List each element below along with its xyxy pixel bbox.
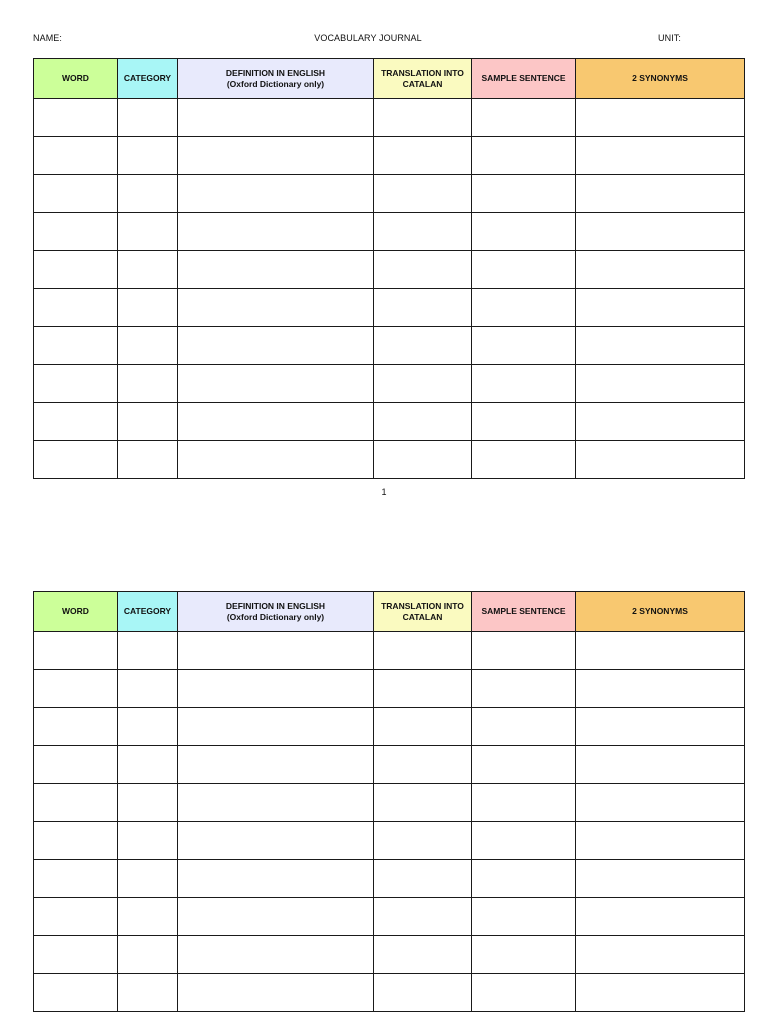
cell-translation[interactable] — [374, 137, 472, 175]
cell-word[interactable] — [34, 403, 118, 441]
cell-definition[interactable] — [178, 365, 374, 403]
table-row — [34, 99, 745, 137]
cell-category[interactable] — [118, 137, 178, 175]
column-header-label: CATEGORY — [123, 606, 172, 616]
table-row — [34, 365, 745, 403]
cell-definition[interactable] — [178, 746, 374, 784]
cell-word[interactable] — [34, 822, 118, 860]
cell-definition[interactable] — [178, 441, 374, 479]
cell-sentence[interactable] — [472, 974, 576, 1012]
cell-synonyms[interactable] — [576, 936, 745, 974]
column-header-label: WORD — [62, 606, 89, 616]
table-row — [34, 822, 745, 860]
cell-synonyms[interactable] — [576, 898, 745, 936]
column-header-label: TRANSLATION INTO — [381, 600, 464, 611]
table-row — [34, 441, 745, 479]
table-header-row — [34, 592, 745, 632]
cell-synonyms[interactable] — [576, 327, 745, 365]
cell-category[interactable] — [118, 175, 178, 213]
cell-category[interactable] — [118, 974, 178, 1012]
cell-synonyms[interactable] — [576, 746, 745, 784]
cell-definition[interactable] — [178, 327, 374, 365]
cell-word[interactable] — [34, 746, 118, 784]
cell-category[interactable] — [118, 746, 178, 784]
column-header-definition — [178, 59, 374, 99]
cell-synonyms[interactable] — [576, 708, 745, 746]
cell-word[interactable] — [34, 708, 118, 746]
cell-word[interactable] — [34, 99, 118, 137]
column-header-sublabel: CATALAN — [402, 78, 443, 89]
column-header-sentence — [472, 59, 576, 99]
cell-word[interactable] — [34, 289, 118, 327]
cell-synonyms[interactable] — [576, 974, 745, 1012]
cell-category[interactable] — [118, 632, 178, 670]
cell-synonyms[interactable] — [576, 251, 745, 289]
column-header-sentence — [472, 592, 576, 632]
name-label: NAME: — [33, 33, 63, 43]
cell-category[interactable] — [118, 670, 178, 708]
table-row — [34, 974, 745, 1012]
column-header-word — [34, 59, 118, 99]
cell-translation[interactable] — [374, 784, 472, 822]
cell-sentence[interactable] — [472, 99, 576, 137]
column-header-synonyms — [576, 59, 745, 99]
cell-translation[interactable] — [374, 213, 472, 251]
cell-sentence[interactable] — [472, 632, 576, 670]
column-header-sublabel: CATALAN — [402, 611, 443, 622]
cell-word[interactable] — [34, 327, 118, 365]
cell-translation[interactable] — [374, 936, 472, 974]
cell-definition[interactable] — [178, 670, 374, 708]
cell-translation[interactable] — [374, 822, 472, 860]
table-row — [34, 213, 745, 251]
cell-sentence[interactable] — [472, 251, 576, 289]
column-header-category — [118, 59, 178, 99]
cell-sentence[interactable] — [472, 327, 576, 365]
cell-category[interactable] — [118, 99, 178, 137]
cell-category[interactable] — [118, 213, 178, 251]
cell-category[interactable] — [118, 403, 178, 441]
cell-sentence[interactable] — [472, 708, 576, 746]
cell-translation[interactable] — [374, 289, 472, 327]
cell-sentence[interactable] — [472, 822, 576, 860]
page-number: 1 — [381, 487, 387, 497]
column-header-translation — [374, 59, 472, 99]
cell-definition[interactable] — [178, 708, 374, 746]
unit-label: UNIT: — [658, 33, 681, 43]
table-row — [34, 403, 745, 441]
cell-translation[interactable] — [374, 175, 472, 213]
cell-translation[interactable] — [374, 251, 472, 289]
cell-category[interactable] — [118, 327, 178, 365]
cell-definition[interactable] — [178, 99, 374, 137]
table-row — [34, 784, 745, 822]
table-row — [34, 327, 745, 365]
cell-translation[interactable] — [374, 632, 472, 670]
table-row — [34, 860, 745, 898]
cell-definition[interactable] — [178, 822, 374, 860]
cell-word[interactable] — [34, 213, 118, 251]
cell-translation[interactable] — [374, 365, 472, 403]
cell-translation[interactable] — [374, 99, 472, 137]
cell-category[interactable] — [118, 860, 178, 898]
cell-definition[interactable] — [178, 860, 374, 898]
cell-translation[interactable] — [374, 746, 472, 784]
table-row — [34, 936, 745, 974]
cell-definition[interactable] — [178, 251, 374, 289]
cell-translation[interactable] — [374, 898, 472, 936]
cell-synonyms[interactable] — [576, 137, 745, 175]
table-row — [34, 251, 745, 289]
table-row — [34, 670, 745, 708]
cell-definition[interactable] — [178, 289, 374, 327]
cell-word[interactable] — [34, 670, 118, 708]
cell-synonyms[interactable] — [576, 175, 745, 213]
cell-sentence[interactable] — [472, 898, 576, 936]
column-header-label: DEFINITION IN ENGLISH — [225, 600, 326, 611]
cell-word[interactable] — [34, 974, 118, 1012]
cell-word[interactable] — [34, 137, 118, 175]
column-header-label: 2 SYNONYMS — [632, 73, 688, 83]
cell-sentence[interactable] — [472, 746, 576, 784]
cell-definition[interactable] — [178, 137, 374, 175]
column-header-category — [118, 592, 178, 632]
table-row — [34, 708, 745, 746]
column-header-synonyms — [576, 592, 745, 632]
cell-definition[interactable] — [178, 898, 374, 936]
column-header-label: SAMPLE SENTENCE — [481, 606, 566, 616]
cell-category[interactable] — [118, 441, 178, 479]
cell-category[interactable] — [118, 936, 178, 974]
cell-category[interactable] — [118, 289, 178, 327]
cell-translation[interactable] — [374, 670, 472, 708]
cell-synonyms[interactable] — [576, 632, 745, 670]
cell-synonyms[interactable] — [576, 822, 745, 860]
cell-category[interactable] — [118, 822, 178, 860]
cell-category[interactable] — [118, 708, 178, 746]
cell-translation[interactable] — [374, 860, 472, 898]
cell-synonyms[interactable] — [576, 289, 745, 327]
cell-sentence[interactable] — [472, 936, 576, 974]
cell-definition[interactable] — [178, 403, 374, 441]
cell-translation[interactable] — [374, 327, 472, 365]
cell-word[interactable] — [34, 365, 118, 403]
cell-word[interactable] — [34, 784, 118, 822]
cell-sentence[interactable] — [472, 365, 576, 403]
page-title: VOCABULARY JOURNAL — [314, 33, 422, 43]
table-row — [34, 898, 745, 936]
cell-word[interactable] — [34, 632, 118, 670]
cell-category[interactable] — [118, 365, 178, 403]
column-header-label: TRANSLATION INTO — [381, 67, 464, 78]
cell-translation[interactable] — [374, 403, 472, 441]
cell-synonyms[interactable] — [576, 365, 745, 403]
cell-sentence[interactable] — [472, 289, 576, 327]
column-header-label: WORD — [62, 73, 89, 83]
cell-sentence[interactable] — [472, 670, 576, 708]
cell-translation[interactable] — [374, 441, 472, 479]
cell-word[interactable] — [34, 936, 118, 974]
cell-synonyms[interactable] — [576, 670, 745, 708]
table-header-row — [34, 59, 745, 99]
column-header-translation — [374, 592, 472, 632]
table-row — [34, 746, 745, 784]
cell-definition[interactable] — [178, 632, 374, 670]
cell-sentence[interactable] — [472, 137, 576, 175]
cell-word[interactable] — [34, 898, 118, 936]
cell-word[interactable] — [34, 860, 118, 898]
cell-definition[interactable] — [178, 784, 374, 822]
cell-translation[interactable] — [374, 708, 472, 746]
table-row — [34, 137, 745, 175]
cell-word[interactable] — [34, 251, 118, 289]
column-header-word — [34, 592, 118, 632]
cell-synonyms[interactable] — [576, 403, 745, 441]
cell-definition[interactable] — [178, 213, 374, 251]
column-header-label: SAMPLE SENTENCE — [481, 73, 566, 83]
cell-synonyms[interactable] — [576, 213, 745, 251]
cell-synonyms[interactable] — [576, 860, 745, 898]
cell-category[interactable] — [118, 251, 178, 289]
cell-word[interactable] — [34, 441, 118, 479]
cell-category[interactable] — [118, 784, 178, 822]
cell-definition[interactable] — [178, 175, 374, 213]
table-row — [34, 175, 745, 213]
cell-sentence[interactable] — [472, 860, 576, 898]
cell-synonyms[interactable] — [576, 99, 745, 137]
column-header-label: 2 SYNONYMS — [632, 606, 688, 616]
vocabulary-table-1 — [33, 58, 745, 479]
cell-translation[interactable] — [374, 974, 472, 1012]
cell-definition[interactable] — [178, 936, 374, 974]
cell-synonyms[interactable] — [576, 441, 745, 479]
column-header-sublabel: (Oxford Dictionary only) — [226, 611, 325, 622]
cell-sentence[interactable] — [472, 213, 576, 251]
column-header-label: DEFINITION IN ENGLISH — [225, 67, 326, 78]
cell-word[interactable] — [34, 175, 118, 213]
cell-sentence[interactable] — [472, 784, 576, 822]
cell-category[interactable] — [118, 898, 178, 936]
cell-definition[interactable] — [178, 974, 374, 1012]
table-row — [34, 632, 745, 670]
column-header-definition — [178, 592, 374, 632]
table-row — [34, 289, 745, 327]
cell-synonyms[interactable] — [576, 784, 745, 822]
cell-sentence[interactable] — [472, 441, 576, 479]
cell-sentence[interactable] — [472, 403, 576, 441]
column-header-label: CATEGORY — [123, 73, 172, 83]
column-header-sublabel: (Oxford Dictionary only) — [226, 78, 325, 89]
cell-sentence[interactable] — [472, 175, 576, 213]
vocabulary-table-2 — [33, 591, 745, 1012]
